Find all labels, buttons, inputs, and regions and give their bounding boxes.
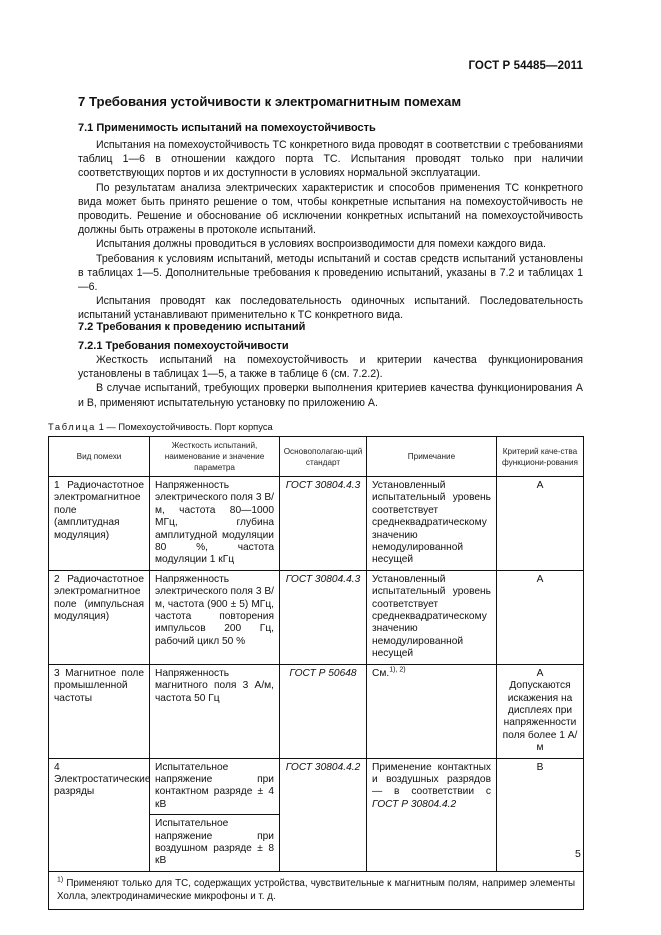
paragraph: Жесткость испытаний на помехоустойчивость и критерии качества функционирования установлены в таблицах 1—5, а также в таблице 6 (см. 7.2.2). [78,354,583,381]
subsection-7-1-title: 7.1 Применимость испытаний на помехоустойчивость [78,122,376,134]
note-text: Применение контактных и воздушных разрядов — в соответствии с [372,761,491,798]
paragraph: По результатам анализа электрических характеристик и способов применения ТС конкретного вида может быть принято решение о том, чтобы конкретные испытания на помехоустойчивость не проводить. Решение и обоснование об исключении конкретных испытаний на помехоустойчивость должны быть отражены в протоколе испытаний. [78,181,583,237]
subsection-7-1-body [78,138,583,323]
subsection-7-2-1-body [78,353,583,410]
standard-cell: ГОСТ 30804.4.2 [280,758,367,871]
table-footnote [49,871,584,909]
severity-cell: Испытательное напряжение при воздушном разряде ± 8 кВ [150,815,280,872]
document-id-header: ГОСТ Р 54485—2011 [468,60,583,72]
footnote-mark: 1) [57,876,64,884]
paragraph: Испытания должны проводиться в условиях воспроизводимости для помехи каждого вида. [96,238,546,251]
header-cell: Критерий каче-ства функциони-рования [497,437,584,477]
section-title: 7 Требования устойчивости к электромагнитным помехам [78,94,462,109]
paragraph: В случае испытаний, требующих проверки выполнения критериев качества функционирования А и В, применяют испытательную установку по приложению А. [78,382,583,409]
note-cell: Установленный испытательный уровень соответствует среднеквадратическому значению немодулированной несущей [367,570,497,664]
note-standard: ГОСТ Р 30804.4.2 [372,798,457,810]
criterion-cell: А [497,477,584,571]
standard-cell: ГОСТ 30804.4.3 [280,570,367,664]
disturbance-type-cell: 3 Магнитное поле промышленной частоты [49,664,150,758]
note-text: См. [372,667,390,679]
footnote-ref: 1), 2) [389,666,406,674]
disturbance-type-cell: 1 Радиочастотное электромагнитное поле (амплитудная модуляция) [49,477,150,571]
page-number: 5 [575,848,581,860]
header-cell: Примечание [367,437,497,477]
criterion-cell: А [497,570,584,664]
subsection-7-2-1-title: 7.2.1 Требования помехоустойчивости [78,340,289,352]
footnote-text: Применяют только для ТС, содержащих устройства, чувствительные к магнитным полям, например элементы Холла, электродинамические микрофоны и т. д. [57,877,575,902]
table-row [49,570,584,664]
criterion-cell: В [497,758,584,871]
table-footnote-row [49,871,584,909]
standard-cell: ГОСТ Р 50648 [280,664,367,758]
header-cell: Основополагаю-щий стандарт [280,437,367,477]
note-cell: Установленный испытательный уровень соответствует среднеквадратическому значению немодулированной несущей [367,477,497,571]
table-row [49,477,584,571]
standard-cell: ГОСТ 30804.4.3 [280,477,367,571]
criterion-remark: Допускаются искажения на дисплеях при напряженности поля более 1 А/м [502,680,578,754]
immunity-table [48,436,584,910]
severity-cell: Испытательное напряжение при контактном разряде ± 4 кВ [150,758,280,815]
note-cell [367,664,497,758]
table-row [49,758,584,815]
criterion-cell [497,664,584,758]
paragraph: Испытания проводят как последовательность одиночных испытаний. Последовательность испытаний устанавливают применительно к ТС конкретного вида. [78,295,583,322]
table-caption-text: 1 — Помехоустойчивость. Порт корпуса [95,421,273,432]
severity-cell: Напряженность электрического поля 3 В/м, частота 80—1000 МГц, глубина амплитудной модуляции 80 %, частота модуляции 1 кГц [150,477,280,571]
table-caption-label: Таблица [48,421,96,432]
header-cell: Жесткость испытаний, наименование и значение параметра [150,437,280,477]
paragraph: Испытания на помехоустойчивость ТС конкретного вида проводят в соответствии с требованиями таблиц 1—6 в отношении каждого порта ТС. Испытания проводят только при наличии соответствующих портов и их доступности в условиях нормальной эксплуатации. [78,139,583,180]
note-cell [367,758,497,871]
table-caption [48,421,273,432]
table-header-row [49,437,584,477]
header-cell: Вид помехи [49,437,150,477]
severity-cell: Напряженность электрического поля 3 В/м, частота (900 ± 5) МГц, частота повторения импульсов 200 Гц, рабочий цикл 50 % [150,570,280,664]
severity-cell: Напряженность магнитного поля 3 А/м, частота 50 Гц [150,664,280,758]
subsection-7-2-title: 7.2 Требования к проведению испытаний [78,321,306,333]
paragraph: Требования к условиям испытаний, методы испытаний и состав средств испытаний установлены в таблицах 1—5. Дополнительные требования к проведению испытаний, указаны в 7.2 и таблицах 1—6. [78,252,583,294]
table-row [49,664,584,758]
disturbance-type-cell: 4 Электростатические разряды [49,758,150,871]
disturbance-type-cell: 2 Радиочастотное электромагнитное поле (импульсная модуляция) [49,570,150,664]
criterion-value: А [536,667,544,679]
